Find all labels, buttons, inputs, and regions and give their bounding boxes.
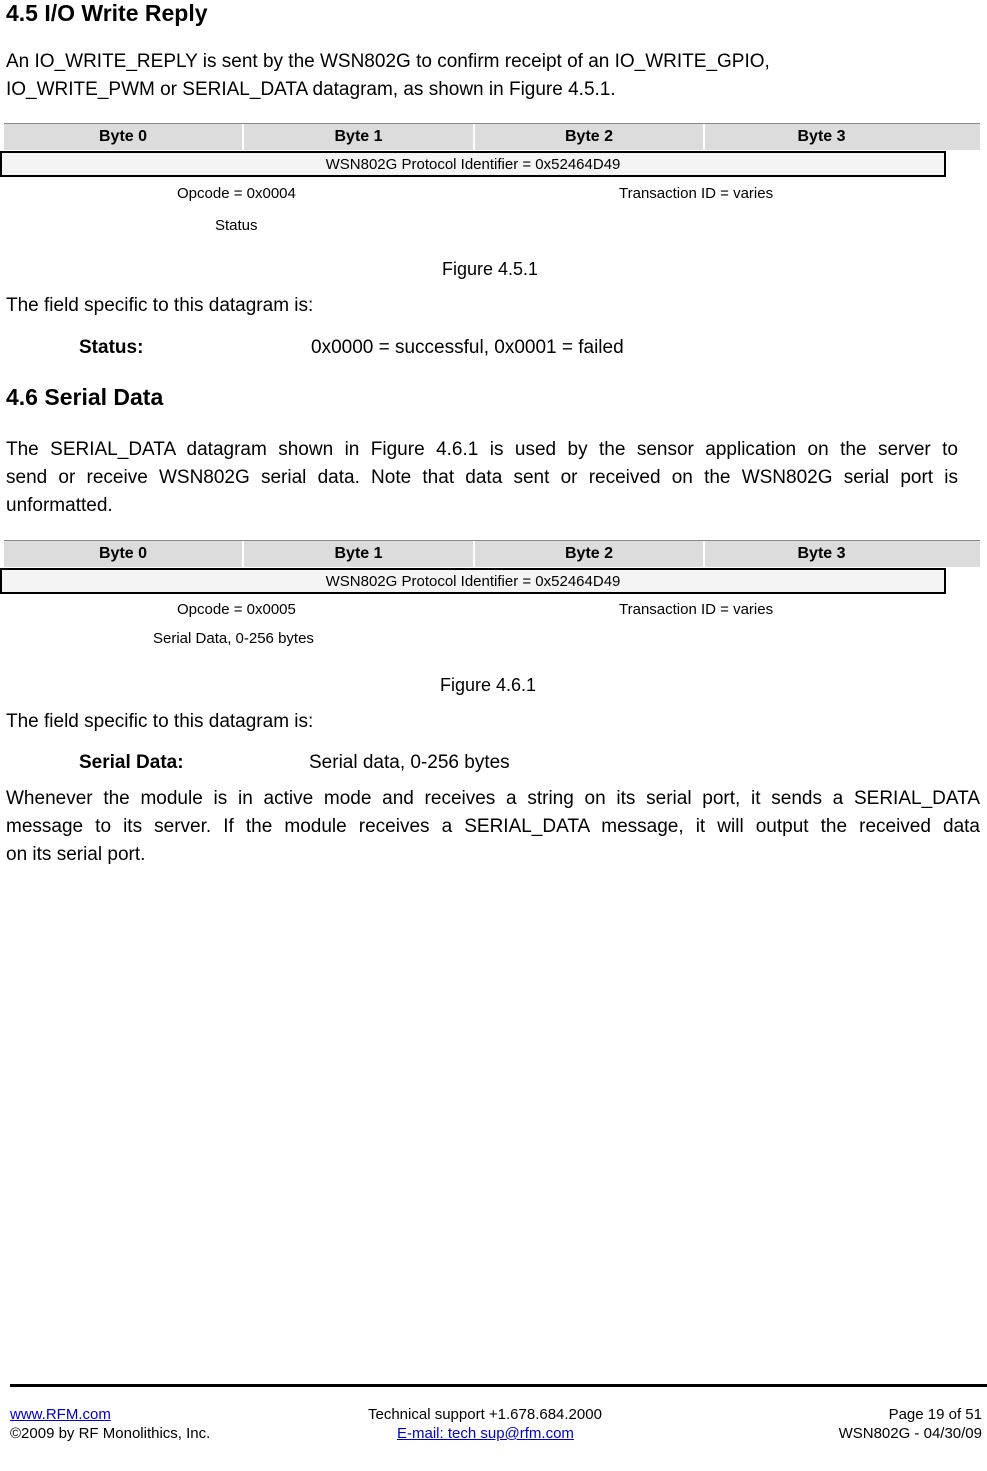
outro-line: Whenever the module is in active mode and receives a string on its serial port, it sends a SERIAL_DATA [6,788,980,809]
field-intro: The field specific to this datagram is: [6,295,314,316]
field-description-serial-data: Serial data, 0-256 bytes [309,752,510,773]
outro-line: message to its server. If the module receives a SERIAL_DATA message, it will output the received data [6,816,980,837]
header-byte-1: Byte 1 [244,541,475,567]
intro-line: The SERIAL_DATA datagram shown in Figure 4.6.1 is used by the sensor application on the server to [6,439,958,460]
intro-line: An IO_WRITE_REPLY is sent by the WSN802G to confirm receipt of an IO_WRITE_GPIO, [6,51,770,72]
header-byte-3: Byte 3 [797,545,846,562]
transaction-id-cell: Transaction ID = varies [619,601,774,618]
section-heading-4-5: 4.5 I/O Write Reply [6,0,208,26]
document-id: WSN802G - 04/30/09 [838,1425,982,1442]
section-heading-4-6: 4.6 Serial Data [6,384,164,410]
status-field-cell: Status [215,217,258,234]
intro-line: IO_WRITE_PWM or SERIAL_DATA datagram, as shown in Figure 4.5.1. [6,79,616,100]
datagram-table-header [4,123,980,150]
field-label-serial-data: Serial Data: [79,752,184,773]
transaction-id-cell: Transaction ID = varies [619,185,774,202]
outro-paragraph [6,785,980,869]
copyright-text: ©2009 by RF Monolithics, Inc. [10,1425,211,1442]
opcode-cell: Opcode = 0x0005 [177,601,296,618]
field-label-status: Status: [79,337,144,358]
website-link[interactable]: www.RFM.com [10,1406,111,1423]
intro-line: send or receive WSN802G serial data. Note that data sent or received on the WSN802G serial port is [6,467,958,488]
outro-line: on its serial port. [6,844,146,865]
header-byte-0: Byte 0 [4,541,244,567]
intro-paragraph-4-5 [6,48,958,104]
intro-paragraph-4-6 [6,436,958,520]
header-byte-1: Byte 1 [244,124,475,150]
opcode-cell: Opcode = 0x0004 [177,185,296,202]
field-description-status: 0x0000 = successful, 0x0001 = failed [311,337,624,358]
figure-caption-4-6-1: Figure 4.6.1 [440,675,537,695]
protocol-identifier-row: WSN802G Protocol Identifier = 0x52464D49 [0,151,946,177]
header-byte-2: Byte 2 [475,541,705,567]
protocol-identifier-row: WSN802G Protocol Identifier = 0x52464D49 [0,568,946,594]
header-byte-0: Byte 0 [4,124,244,150]
support-phone: Technical support +1.678.684.2000 [368,1406,602,1423]
field-intro: The field specific to this datagram is: [6,711,314,732]
header-byte-2: Byte 2 [475,124,705,150]
footer-rule [10,1384,987,1387]
datagram-table-header [4,540,980,567]
figure-caption-4-5-1: Figure 4.5.1 [442,259,539,279]
header-byte-3: Byte 3 [797,128,846,145]
page-number: Page 19 of 51 [888,1406,982,1423]
intro-line: unformatted. [6,495,113,516]
serial-data-field-cell: Serial Data, 0-256 bytes [153,630,314,647]
support-email-link[interactable]: E-mail: tech sup@rfm.com [397,1425,574,1442]
